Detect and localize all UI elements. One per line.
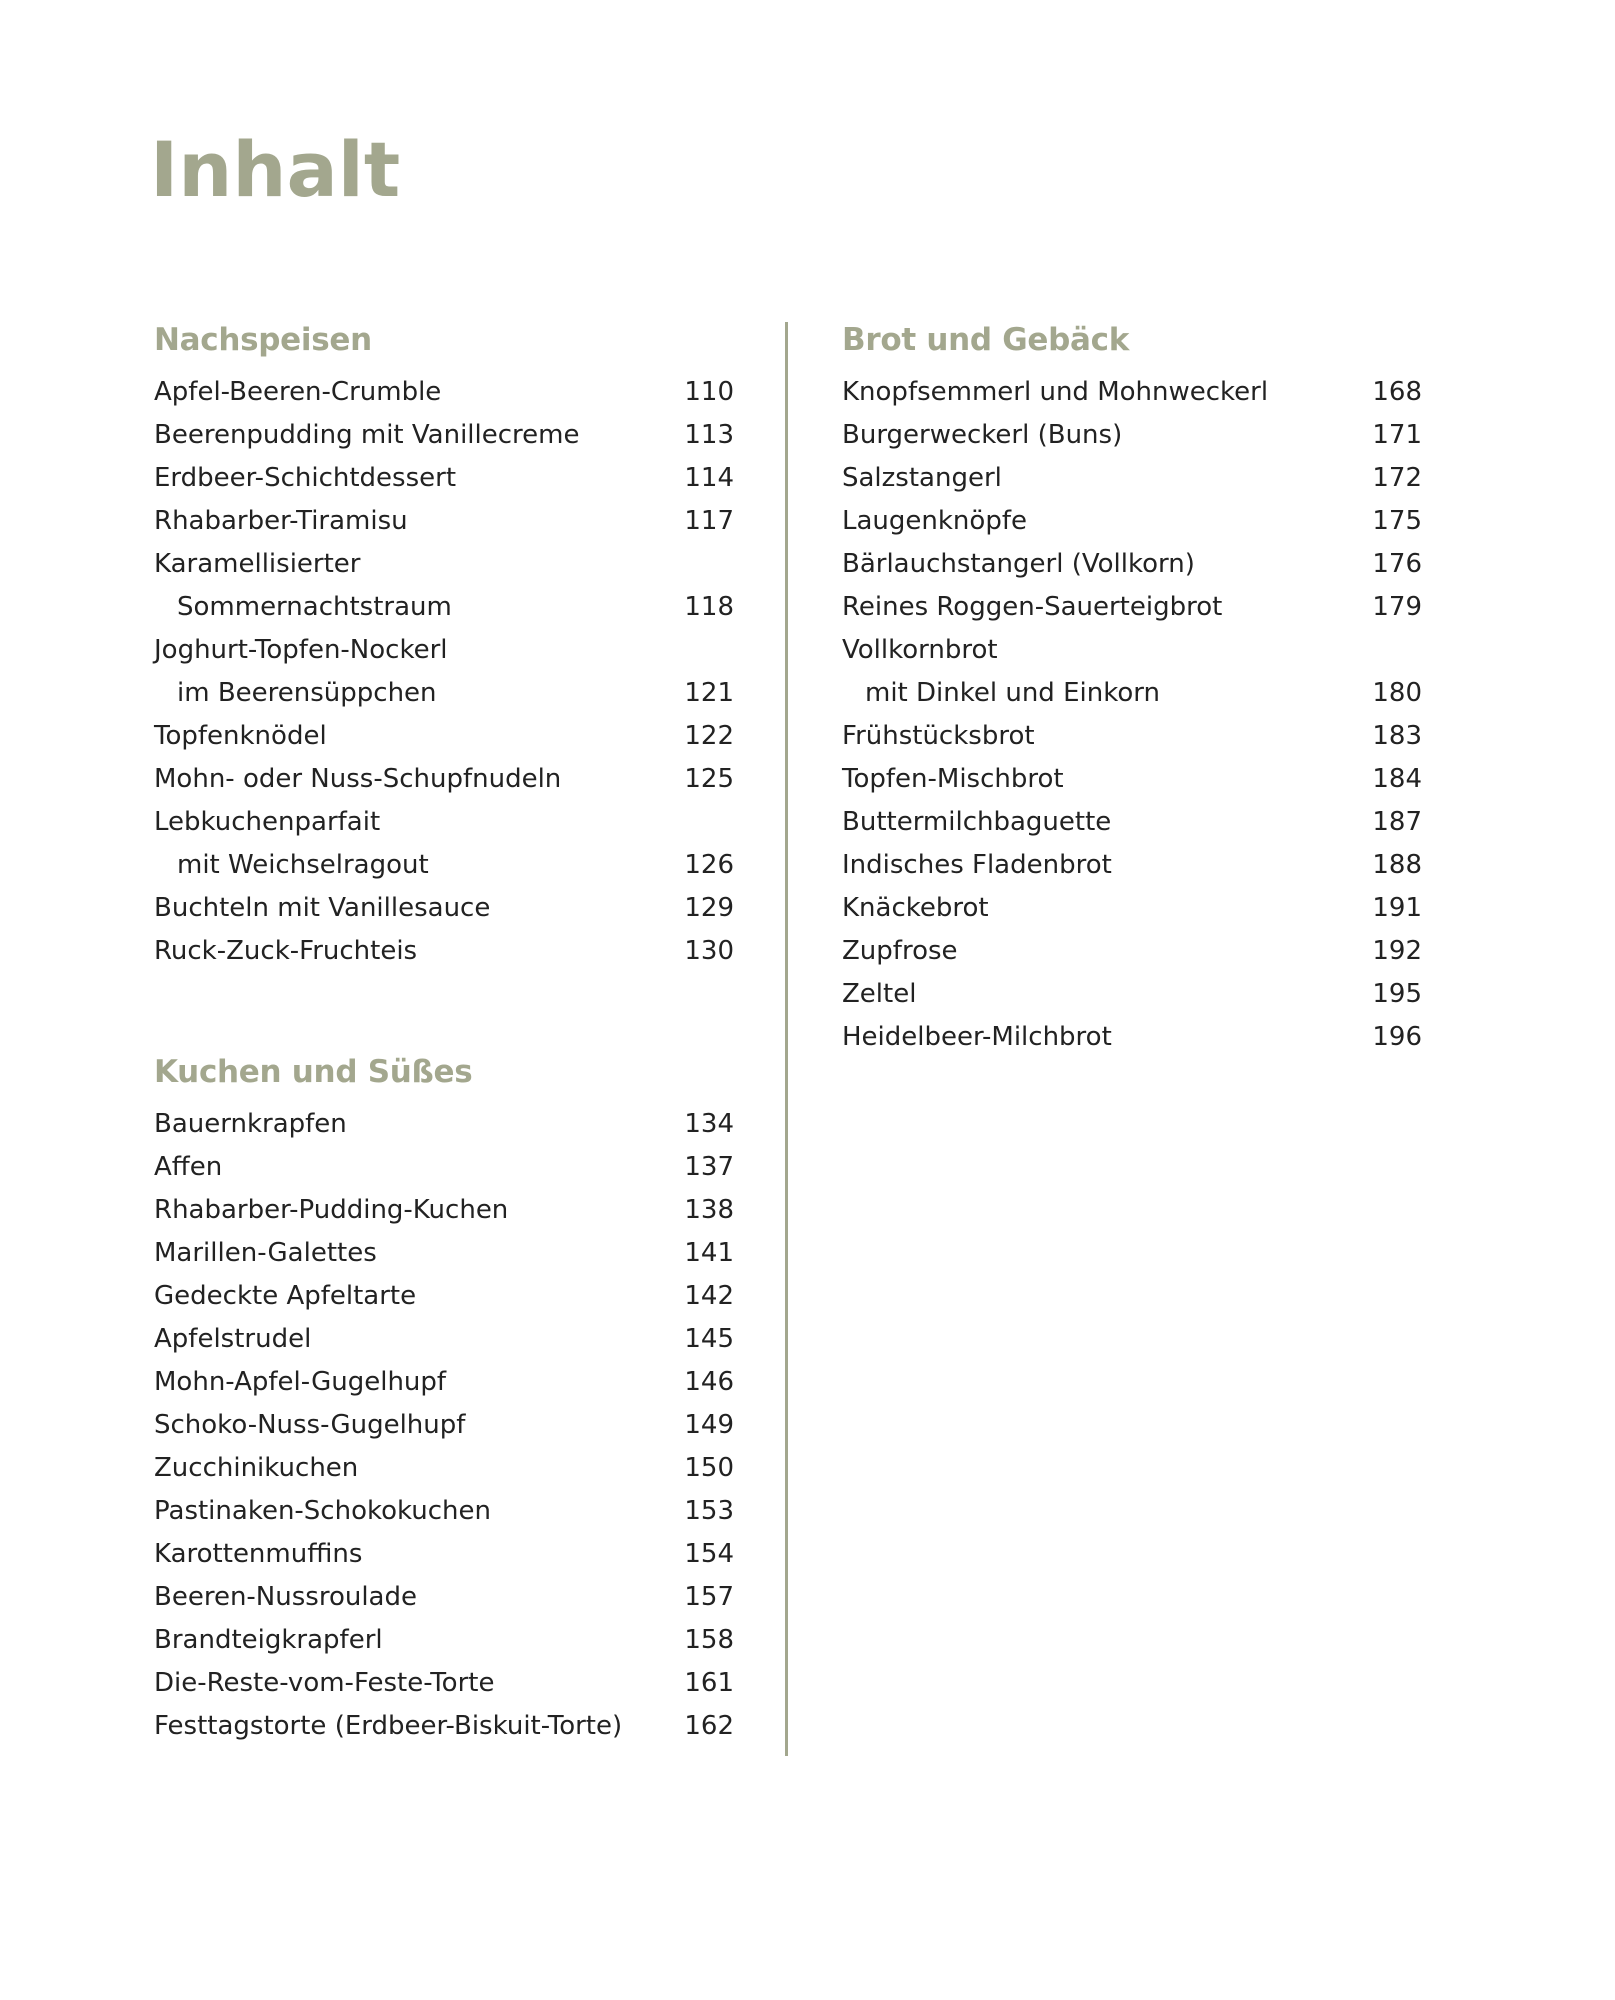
toc-entry-line	[154, 1705, 734, 1748]
toc-entry-line	[842, 715, 1422, 758]
toc-entry-title: Vollkornbrot	[842, 635, 998, 665]
toc-section-kuchen-und-suesses	[154, 1050, 734, 1748]
toc-entry[interactable]	[154, 1533, 734, 1576]
toc-page-number: 110	[684, 377, 734, 407]
toc-page-number: 154	[684, 1539, 734, 1569]
toc-entry-line	[154, 715, 734, 758]
toc-page-number: 191	[1372, 893, 1422, 923]
toc-entry-line	[154, 1490, 734, 1533]
toc-entry[interactable]	[154, 500, 734, 543]
toc-section-brot-und-gebaeck	[842, 318, 1422, 1059]
toc-entry-title: Karamellisierter	[154, 549, 361, 579]
toc-entry[interactable]	[154, 930, 734, 973]
toc-entry-line	[842, 801, 1422, 844]
toc-page-number: 196	[1372, 1022, 1422, 1052]
toc-list	[154, 1103, 734, 1748]
toc-entry-line	[154, 414, 734, 457]
toc-entry[interactable]	[154, 629, 734, 715]
toc-entry-line	[154, 1619, 734, 1662]
toc-page-number: 168	[1372, 377, 1422, 407]
toc-entry-line	[154, 1576, 734, 1619]
toc-entry-title: Bärlauchstangerl (Vollkorn)	[842, 549, 1195, 579]
toc-entry-title: Die-Reste-vom-Feste-Torte	[154, 1668, 495, 1698]
toc-entry-title: Beerenpudding mit Vanillecreme	[154, 420, 580, 450]
toc-page-number: 176	[1372, 549, 1422, 579]
toc-entry-line	[154, 457, 734, 500]
toc-page-number: 188	[1372, 850, 1422, 880]
toc-entry-line	[154, 672, 734, 715]
toc-entry[interactable]	[154, 887, 734, 930]
toc-entry-line	[154, 1447, 734, 1490]
toc-page-number: 130	[684, 936, 734, 966]
toc-page-number: 153	[684, 1496, 734, 1526]
toc-entry-title: Erdbeer-Schichtdessert	[154, 463, 457, 493]
toc-entry[interactable]	[842, 758, 1422, 801]
toc-page-number: 187	[1372, 807, 1422, 837]
toc-entry-continuation: mit Dinkel und Einkorn	[865, 678, 1160, 708]
toc-entry-title: Joghurt-Topfen-Nockerl	[154, 635, 448, 665]
toc-entry[interactable]	[154, 1490, 734, 1533]
toc-entry-title: Bauernkrapfen	[154, 1109, 347, 1139]
toc-page-number: 134	[684, 1109, 734, 1139]
toc-entry-line	[154, 1275, 734, 1318]
toc-entry-line	[154, 844, 734, 887]
toc-page-number: 121	[684, 678, 734, 708]
toc-entry-title: Heidelbeer-Milchbrot	[842, 1022, 1112, 1052]
toc-entry-title: Brandteigkrapferl	[154, 1625, 383, 1655]
toc-entry[interactable]	[842, 801, 1422, 844]
toc-page-number: 175	[1372, 506, 1422, 536]
toc-entry[interactable]	[154, 1318, 734, 1361]
toc-entry-line	[154, 1662, 734, 1705]
toc-entry-line	[842, 414, 1422, 457]
toc-entry-line	[842, 758, 1422, 801]
toc-entry-line	[154, 543, 734, 586]
toc-entry-title: Zupfrose	[842, 936, 958, 966]
toc-entry-line	[154, 887, 734, 930]
toc-entry-line	[154, 1361, 734, 1404]
toc-page-number: 195	[1372, 979, 1422, 1009]
toc-entry[interactable]	[154, 758, 734, 801]
toc-page-number: 142	[684, 1281, 734, 1311]
toc-page-number: 129	[684, 893, 734, 923]
toc-entry-title: Indisches Fladenbrot	[842, 850, 1112, 880]
toc-entry-title: Schoko-Nuss-Gugelhupf	[154, 1410, 466, 1440]
toc-page-number: 161	[684, 1668, 734, 1698]
toc-entry-continuation: im Beerensüppchen	[177, 678, 437, 708]
toc-entry-line	[154, 1189, 734, 1232]
toc-entry-line	[154, 758, 734, 801]
toc-entry-line	[842, 500, 1422, 543]
toc-page-number: 113	[684, 420, 734, 450]
toc-page-number: 114	[684, 463, 734, 493]
toc-page-number: 171	[1372, 420, 1422, 450]
toc-page-number: 122	[684, 721, 734, 751]
toc-entry-line	[842, 1016, 1422, 1059]
toc-entry[interactable]	[154, 1619, 734, 1662]
section-heading: Brot und Gebäck	[842, 322, 1130, 358]
toc-entry-title: Salzstangerl	[842, 463, 1002, 493]
toc-entry-line	[154, 1232, 734, 1275]
toc-entry-title: Mohn- oder Nuss-Schupfnudeln	[154, 764, 562, 794]
toc-page-number: 117	[684, 506, 734, 536]
toc-entry-title: Mohn-Apfel-Gugelhupf	[154, 1367, 447, 1397]
toc-entry-title: Apfel-Beeren-Crumble	[154, 377, 442, 407]
toc-column-left	[154, 318, 734, 1748]
page-title: Inhalt	[150, 125, 401, 214]
toc-entry[interactable]	[154, 1447, 734, 1490]
toc-page-number: 125	[684, 764, 734, 794]
section-heading: Nachspeisen	[154, 322, 372, 358]
toc-entry[interactable]	[154, 1404, 734, 1447]
toc-list	[154, 371, 734, 973]
toc-page-number: 118	[684, 592, 734, 622]
toc-entry-line	[842, 629, 1422, 672]
toc-entry[interactable]	[842, 371, 1422, 414]
toc-entry-title: Laugenknöpfe	[842, 506, 1027, 536]
toc-entry-title: Knopfsemmerl und Mohnweckerl	[842, 377, 1269, 407]
toc-entry-title: Reines Roggen-Sauerteigbrot	[842, 592, 1223, 622]
toc-entry[interactable]	[154, 1189, 734, 1232]
toc-entry-continuation: Sommernachtstraum	[177, 592, 452, 622]
toc-entry[interactable]	[154, 1662, 734, 1705]
toc-entry-title: Zeltel	[842, 979, 917, 1009]
column-divider	[785, 322, 788, 1756]
toc-entry[interactable]	[842, 930, 1422, 973]
toc-entry-title: Marillen-Galettes	[154, 1238, 377, 1268]
toc-entry[interactable]	[842, 973, 1422, 1016]
toc-entry-line	[842, 371, 1422, 414]
toc-section-nachspeisen	[154, 318, 734, 973]
toc-entry-line	[842, 973, 1422, 1016]
toc-entry-title: Burgerweckerl (Buns)	[842, 420, 1123, 450]
toc-page-number: 141	[684, 1238, 734, 1268]
toc-page-number: 172	[1372, 463, 1422, 493]
toc-entry[interactable]	[842, 414, 1422, 457]
toc-page-number: 150	[684, 1453, 734, 1483]
toc-entry-line	[154, 1318, 734, 1361]
toc-entry-title: Frühstücksbrot	[842, 721, 1035, 751]
toc-entry-line	[842, 930, 1422, 973]
toc-entry-continuation: mit Weichselragout	[177, 850, 429, 880]
toc-page-number: 162	[684, 1711, 734, 1741]
toc-entry-title: Ruck-Zuck-Fruchteis	[154, 936, 418, 966]
toc-entry-line	[842, 844, 1422, 887]
toc-entry-line	[154, 586, 734, 629]
toc-entry[interactable]	[154, 801, 734, 887]
toc-entry-title: Gedeckte Apfeltarte	[154, 1281, 417, 1311]
toc-entry-line	[842, 887, 1422, 930]
toc-entry[interactable]	[842, 887, 1422, 930]
toc-entry[interactable]	[154, 1232, 734, 1275]
toc-entry-line	[154, 1533, 734, 1576]
toc-page-number: 149	[684, 1410, 734, 1440]
toc-entry[interactable]	[154, 414, 734, 457]
toc-page-number: 180	[1372, 678, 1422, 708]
toc-entry-line	[842, 586, 1422, 629]
toc-entry-line	[154, 1404, 734, 1447]
toc-page-number: 146	[684, 1367, 734, 1397]
toc-entry[interactable]	[842, 629, 1422, 715]
toc-entry-title: Apfelstrudel	[154, 1324, 312, 1354]
toc-entry[interactable]	[842, 543, 1422, 586]
toc-page-number: 192	[1372, 936, 1422, 966]
toc-entry-line	[154, 371, 734, 414]
toc-entry[interactable]	[154, 1103, 734, 1146]
toc-entry[interactable]	[842, 844, 1422, 887]
toc-entry-title: Topfen-Mischbrot	[842, 764, 1064, 794]
toc-entry[interactable]	[154, 371, 734, 414]
section-heading: Kuchen und Süßes	[154, 1054, 473, 1090]
toc-page-number: 158	[684, 1625, 734, 1655]
toc-entry[interactable]	[154, 1576, 734, 1619]
toc-entry-title: Pastinaken-Schokokuchen	[154, 1496, 492, 1526]
toc-entry-title: Knäckebrot	[842, 893, 989, 923]
toc-entry[interactable]	[154, 1705, 734, 1748]
toc-entry-line	[154, 801, 734, 844]
toc-entry[interactable]	[154, 1361, 734, 1404]
toc-column-right	[842, 318, 1422, 1059]
toc-list	[842, 371, 1422, 1059]
toc-page-number: 157	[684, 1582, 734, 1612]
toc-page-number: 184	[1372, 764, 1422, 794]
toc-page-number: 179	[1372, 592, 1422, 622]
toc-entry[interactable]	[842, 715, 1422, 758]
toc-page-number: 137	[684, 1152, 734, 1182]
toc-entry[interactable]	[842, 1016, 1422, 1059]
toc-entry-title: Karottenmuffins	[154, 1539, 363, 1569]
toc-entry-title: Rhabarber-Tiramisu	[154, 506, 408, 536]
toc-entry-title: Affen	[154, 1152, 223, 1182]
toc-entry-title: Lebkuchenparfait	[154, 807, 381, 837]
toc-entry-line	[154, 1146, 734, 1189]
toc-entry-line	[154, 500, 734, 543]
toc-page-number: 126	[684, 850, 734, 880]
toc-entry[interactable]	[154, 457, 734, 500]
toc-entry-title: Festtagstorte (Erdbeer-Biskuit-Torte)	[154, 1711, 623, 1741]
toc-entry[interactable]	[154, 715, 734, 758]
toc-entry[interactable]	[842, 586, 1422, 629]
toc-page-number: 183	[1372, 721, 1422, 751]
toc-page-number: 145	[684, 1324, 734, 1354]
toc-entry-line	[842, 457, 1422, 500]
toc-entry-title: Rhabarber-Pudding-Kuchen	[154, 1195, 509, 1225]
toc-entry-title: Topfenknödel	[154, 721, 327, 751]
toc-entry[interactable]	[154, 1275, 734, 1318]
toc-entry-line	[842, 543, 1422, 586]
toc-entry[interactable]	[154, 543, 734, 629]
toc-entry-line	[842, 672, 1422, 715]
toc-entry-title: Zucchinikuchen	[154, 1453, 359, 1483]
toc-entry-line	[154, 930, 734, 973]
toc-entry-title: Beeren-Nussroulade	[154, 1582, 417, 1612]
toc-entry-title: Buttermilchbaguette	[842, 807, 1112, 837]
toc-page-number: 138	[684, 1195, 734, 1225]
toc-entry-title: Buchteln mit Vanillesauce	[154, 893, 491, 923]
toc-entry-line	[154, 1103, 734, 1146]
toc-entry-line	[154, 629, 734, 672]
toc-entry[interactable]	[842, 457, 1422, 500]
toc-entry[interactable]	[154, 1146, 734, 1189]
toc-entry[interactable]	[842, 500, 1422, 543]
